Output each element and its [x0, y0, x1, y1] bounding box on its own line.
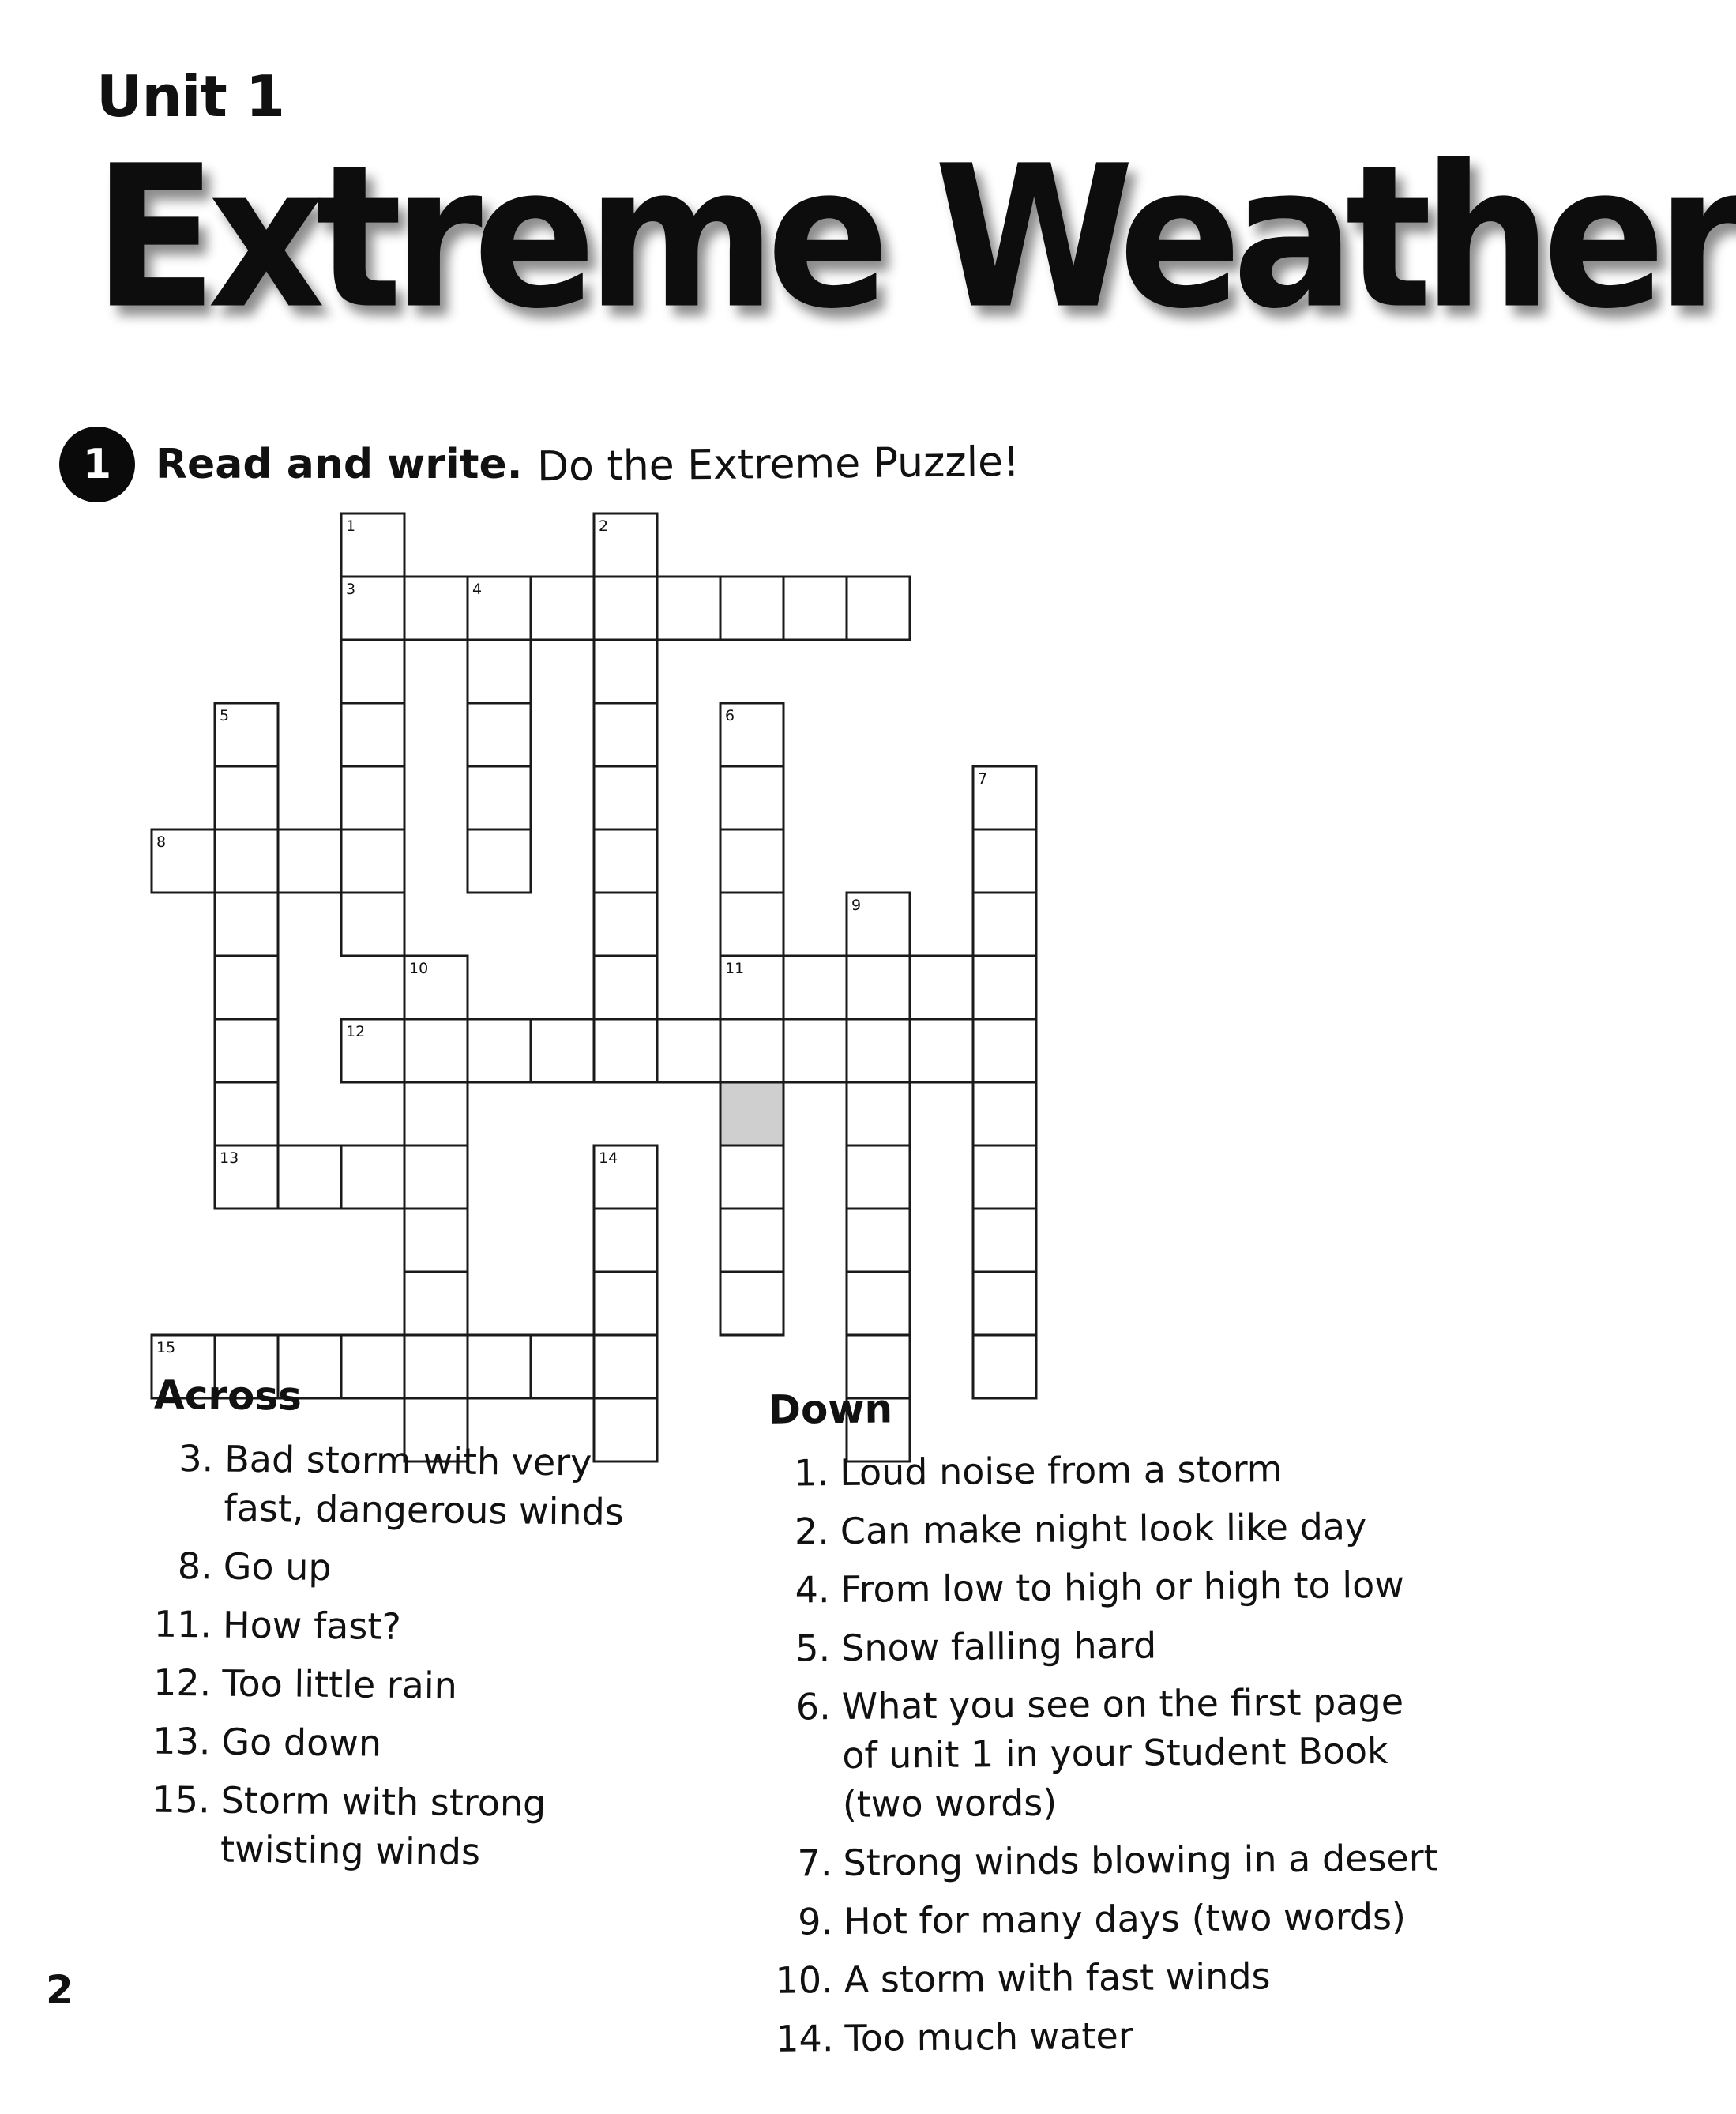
clue-number: 12. [152, 1661, 212, 1705]
crossword-cell[interactable] [783, 956, 847, 1019]
crossword-cell[interactable] [594, 703, 657, 766]
crossword-cell[interactable] [973, 1082, 1036, 1145]
down-clue [773, 2008, 1453, 2063]
crossword-cell[interactable] [531, 1019, 594, 1082]
crossword-cell[interactable] [973, 1209, 1036, 1272]
down-clue [770, 1676, 1451, 1829]
crossword-cell[interactable] [783, 577, 847, 640]
clue-number: 13. [152, 1719, 211, 1763]
crossword-cell[interactable] [720, 893, 783, 956]
crossword-cell[interactable] [594, 1209, 657, 1272]
crossword-cell[interactable] [594, 766, 657, 829]
crossword-cell[interactable] [594, 640, 657, 703]
clue-number: 4. [795, 1568, 830, 1612]
clue-number: 1. [794, 1451, 829, 1495]
clue-text: Go down [221, 1720, 382, 1765]
clue-text: What you see on the first page of unit 1 in your Student Book (two words) [841, 1680, 1404, 1826]
crossword-cell[interactable] [341, 640, 404, 703]
across-clue [152, 1600, 658, 1654]
page-title: Extreme Weather [93, 124, 1736, 352]
instruction-text: Do the Extreme Puzzle! [536, 438, 1020, 491]
unit-label: Unit 1 [96, 63, 284, 130]
crossword-cell-shaded[interactable] [720, 1082, 783, 1145]
crossword-cell[interactable] [404, 577, 468, 640]
crossword-cell[interactable] [215, 1082, 278, 1145]
crossword-cell[interactable] [215, 829, 278, 893]
clue-text: Go up [223, 1544, 332, 1589]
crossword-cell[interactable] [847, 1082, 910, 1145]
crossword-cell[interactable] [973, 1272, 1036, 1335]
crossword-cell[interactable] [341, 703, 404, 766]
crossword-cell[interactable] [404, 1209, 468, 1272]
cell-number-3: 3 [346, 581, 356, 598]
crossword-cell[interactable] [973, 1019, 1036, 1082]
crossword-cell[interactable] [468, 766, 531, 829]
crossword-cell[interactable] [594, 956, 657, 1019]
crossword-cell[interactable] [973, 1145, 1036, 1209]
crossword-cell[interactable] [657, 577, 720, 640]
clue-number: 15. [152, 1777, 211, 1822]
clue-text: Hot for many days (two words) [843, 1894, 1407, 1943]
crossword-cell[interactable] [341, 829, 404, 893]
crossword-cell[interactable] [847, 1019, 910, 1082]
cell-number-5: 5 [220, 707, 230, 724]
clue-text: Too little rain [221, 1661, 458, 1707]
cell-number-1: 1 [346, 517, 356, 535]
crossword-cell[interactable] [404, 1019, 468, 1082]
crossword-cell[interactable] [341, 893, 404, 956]
crossword-cell[interactable] [341, 1145, 404, 1209]
cell-number-8: 8 [156, 833, 167, 851]
clue-text: Storm with strong twisting winds [220, 1778, 547, 1874]
clue-text: Too much water [844, 2014, 1133, 2059]
crossword-cell[interactable] [973, 893, 1036, 956]
cell-number-12: 12 [346, 1023, 366, 1040]
crossword-cell[interactable] [404, 1082, 468, 1145]
cell-number-15: 15 [156, 1339, 176, 1356]
crossword-cell[interactable] [594, 1019, 657, 1082]
cell-number-14: 14 [599, 1149, 618, 1167]
crossword-cell[interactable] [468, 1019, 531, 1082]
clue-number: 6. [795, 1685, 831, 1728]
crossword-cell[interactable] [720, 1145, 783, 1209]
crossword-cell[interactable] [278, 1145, 341, 1209]
across-heading: Across [153, 1371, 302, 1420]
down-clues [768, 1381, 1453, 2072]
instruction-bold-text: Read and write. [156, 441, 523, 488]
crossword-cell[interactable] [720, 766, 783, 829]
down-clue [772, 1833, 1452, 1888]
crossword-cell[interactable] [341, 766, 404, 829]
cell-number-6: 6 [725, 707, 735, 724]
crossword-cell[interactable] [783, 1019, 847, 1082]
clue-text: Bad storm with very fast, dangerous winds [224, 1437, 625, 1533]
down-heading: Down [768, 1386, 893, 1433]
clue-number: 11. [153, 1602, 212, 1646]
crossword-cell[interactable] [215, 766, 278, 829]
crossword-cell[interactable] [847, 1272, 910, 1335]
clue-text: Loud noise from a storm [839, 1447, 1283, 1494]
cell-number-9: 9 [851, 897, 862, 914]
crossword-cell[interactable] [404, 1145, 468, 1209]
crossword-cell[interactable] [847, 577, 910, 640]
crossword-cell[interactable] [973, 956, 1036, 1019]
cell-number-2: 2 [599, 517, 609, 535]
crossword-cell[interactable] [973, 829, 1036, 893]
clue-number: 3. [178, 1436, 214, 1480]
clue-number: 8. [177, 1544, 213, 1588]
clue-text: Can make night look like day [840, 1505, 1367, 1552]
down-clue [769, 1559, 1449, 1615]
crossword-cell[interactable] [847, 956, 910, 1019]
crossword-cell[interactable] [531, 577, 594, 640]
clue-number: 7. [797, 1841, 832, 1885]
across-clue-list [149, 1434, 659, 1879]
crossword-cell[interactable] [215, 1019, 278, 1082]
crossword-cell[interactable] [278, 829, 341, 893]
clue-text: From low to high or high to low [840, 1563, 1405, 1611]
crossword-cell[interactable] [720, 1019, 783, 1082]
crossword-cell[interactable] [594, 1272, 657, 1335]
across-clue [149, 1775, 656, 1879]
crossword-cell[interactable] [657, 1019, 720, 1082]
cell-number-11: 11 [725, 960, 745, 977]
crossword-cell[interactable] [910, 1019, 973, 1082]
across-clue [150, 1717, 656, 1771]
down-clue [773, 1950, 1453, 2005]
crossword-cell[interactable] [468, 703, 531, 766]
across-clue [152, 1434, 659, 1537]
clue-text: How fast? [222, 1603, 402, 1648]
crossword-cell[interactable] [720, 1209, 783, 1272]
exercise-number-badge: 1 [59, 427, 135, 502]
clue-number: 2. [794, 1510, 830, 1553]
crossword-cell[interactable] [468, 829, 531, 893]
clue-number: 5. [795, 1627, 831, 1670]
crossword-cell[interactable] [720, 1272, 783, 1335]
down-clue [770, 1618, 1450, 1673]
down-clue [772, 1891, 1452, 1947]
clue-number: 14. [776, 2017, 834, 2060]
clue-text: Strong winds blowing in a desert [843, 1836, 1438, 1884]
across-clues [149, 1372, 660, 1888]
down-clue [768, 1443, 1449, 1498]
cell-number-7: 7 [978, 770, 988, 788]
down-clue-list [768, 1443, 1453, 2063]
crossword-cell[interactable] [594, 829, 657, 893]
crossword-cell[interactable] [594, 893, 657, 956]
across-clue [152, 1541, 659, 1596]
crossword-cell[interactable] [215, 893, 278, 956]
crossword-cell[interactable] [594, 577, 657, 640]
crossword-cell[interactable] [404, 1272, 468, 1335]
cell-number-13: 13 [220, 1149, 239, 1167]
across-clue [151, 1658, 657, 1713]
crossword-cell[interactable] [847, 1209, 910, 1272]
cell-number-10: 10 [409, 960, 429, 977]
crossword-cell[interactable] [215, 956, 278, 1019]
crossword-cell[interactable] [468, 640, 531, 703]
clue-text: A storm with fast winds [844, 1954, 1271, 2001]
crossword-cell[interactable] [847, 1145, 910, 1209]
down-clue [769, 1501, 1449, 1556]
page-number: 2 [46, 1967, 73, 2013]
clue-number: 9. [798, 1900, 833, 1943]
clue-text: Snow falling hard [840, 1623, 1157, 1669]
crossword-cell[interactable] [910, 956, 973, 1019]
cell-number-4: 4 [472, 581, 483, 598]
clue-number: 10. [775, 1958, 834, 2002]
crossword-cell[interactable] [720, 577, 783, 640]
crossword-cell[interactable] [720, 829, 783, 893]
